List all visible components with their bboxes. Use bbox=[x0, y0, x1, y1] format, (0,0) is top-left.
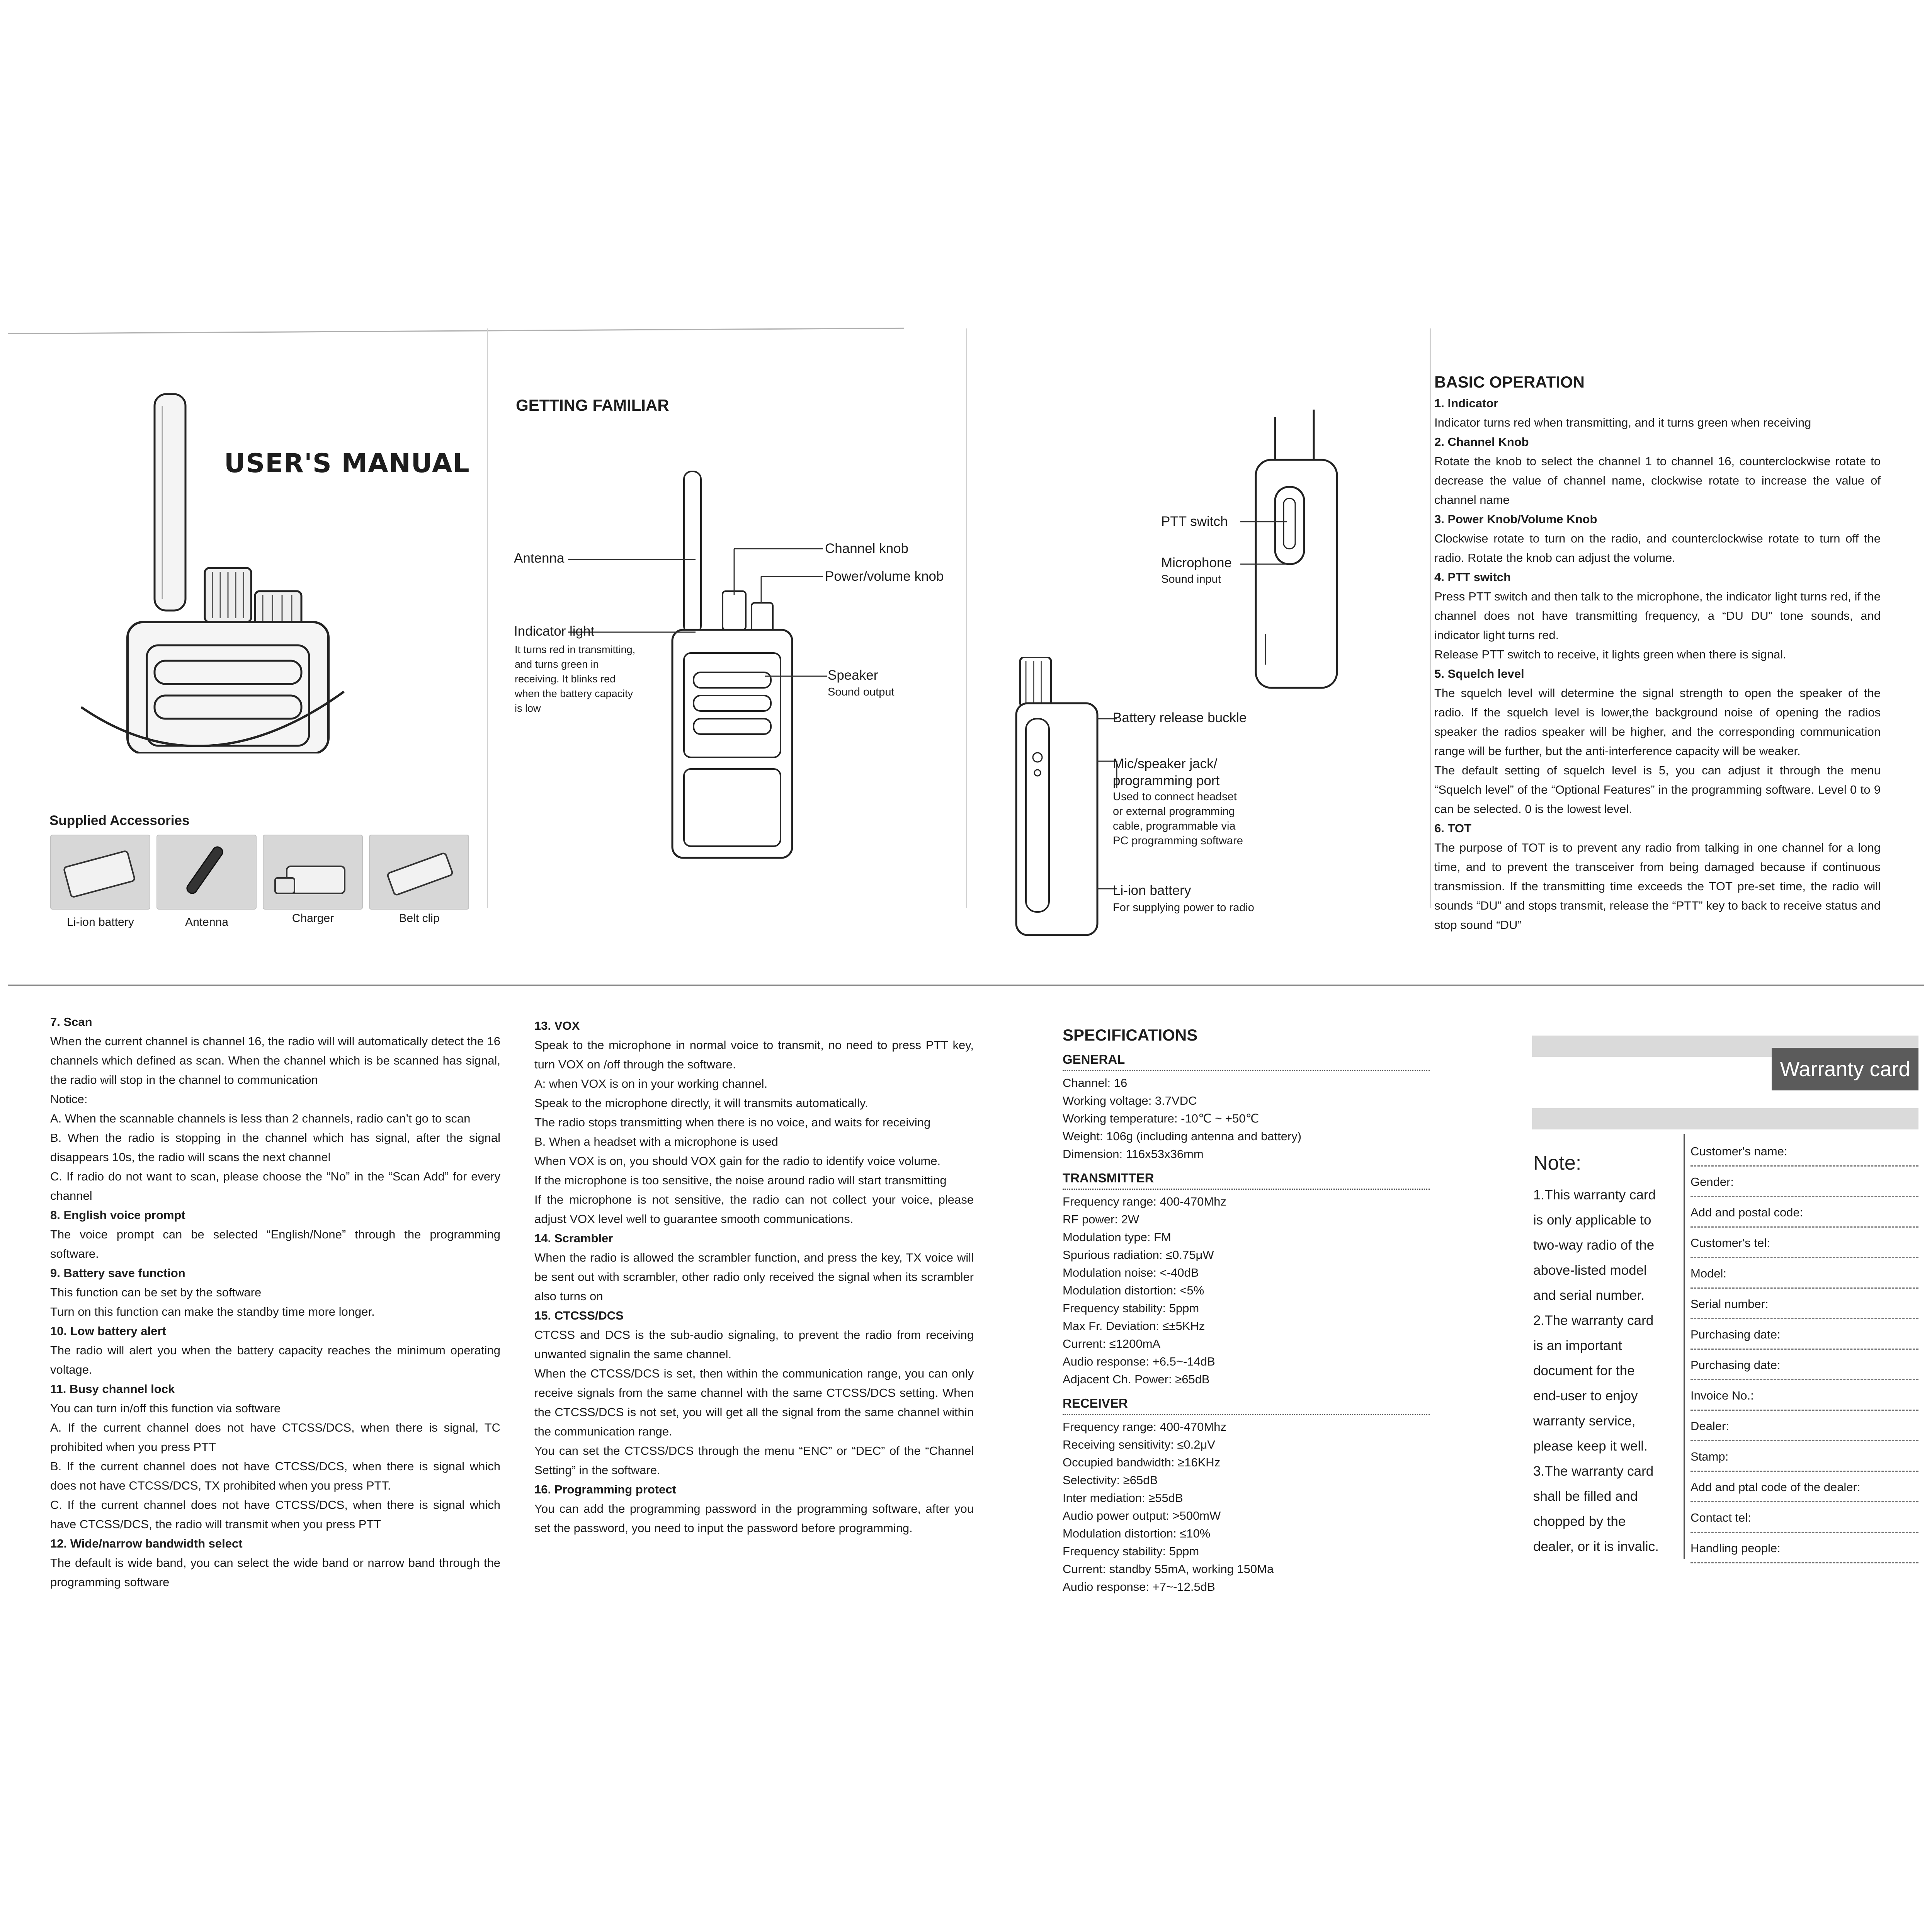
spec-item: Spurious radiation: ≤0.75μW bbox=[1063, 1248, 1214, 1262]
spec-item: RF power: 2W bbox=[1063, 1213, 1139, 1226]
section-title: 7. Scan bbox=[50, 1015, 92, 1029]
warranty-field: Customer's name: bbox=[1690, 1136, 1918, 1167]
indicator-light-description bbox=[515, 642, 685, 716]
spec-item: Dimension: 116x53x36mm bbox=[1063, 1147, 1204, 1161]
section-title: 13. VOX bbox=[534, 1019, 580, 1032]
accessory-label-antenna: Antenna bbox=[185, 916, 228, 929]
jack-title-line: programming port bbox=[1113, 773, 1220, 788]
section-title: 16. Programming protect bbox=[534, 1483, 676, 1496]
section-paragraph: B. If the current channel does not have CTCSS/DCS, when there is signal which does not have CTCSS/DCS, TX prohibited when you press PTT. bbox=[50, 1459, 500, 1492]
warranty-note-line: 3.The warranty card bbox=[1533, 1464, 1654, 1479]
label-channel-knob: Channel knob bbox=[825, 541, 908, 556]
warranty-banner-mid bbox=[1532, 1108, 1918, 1129]
section-title: 2. Channel Knob bbox=[1434, 435, 1529, 449]
section-paragraph: Press PTT switch and then talk to the microphone, the indicator light turns red, if the channel does not have transmitting frequency, a “DU DU” tone sounds, and indicator light turns red. bbox=[1434, 590, 1881, 642]
warranty-note bbox=[1533, 1151, 1680, 1559]
accessory-label-charger: Charger bbox=[292, 912, 334, 925]
section-paragraph: A. When the scannable channels is less than 2 channels, radio can’t go to scan bbox=[50, 1112, 471, 1125]
warranty-divider bbox=[1684, 1134, 1685, 1559]
section-paragraph: A: when VOX is on in your working channel. bbox=[534, 1077, 768, 1090]
section-paragraph: The squelch level will determine the signal strength to open the speaker of the radio. If the squelch level is lower,the background noise of opening the radios speaker the radios speaker will be higher, and the corresponding communication range will be further, but the anti-interference capacity will be weaker. bbox=[1434, 686, 1881, 758]
jack-desc-line: PC programming software bbox=[1113, 835, 1243, 847]
getting-familiar-heading: GETTING FAMILIAR bbox=[516, 396, 669, 414]
section-title: 4. PTT switch bbox=[1434, 570, 1511, 584]
accessory-charger-image bbox=[263, 835, 363, 910]
spec-transmitter-heading: TRANSMITTER bbox=[1063, 1171, 1430, 1190]
panel-fold-2 bbox=[966, 328, 967, 908]
warranty-note-line: 2.The warranty card bbox=[1533, 1313, 1654, 1328]
basic-operation-heading: BASIC OPERATION bbox=[1434, 373, 1585, 391]
jack-label-block bbox=[1113, 755, 1275, 848]
indicator-desc-line: when the battery capacity bbox=[515, 688, 633, 699]
section-paragraph: When the current channel is channel 16, the radio will will automatically detect the 16 channels which defined as scan. When the channel which is be scanned has signal, the radio will stop in the channel to communication bbox=[50, 1034, 500, 1087]
section-title: 12. Wide/narrow bandwidth select bbox=[50, 1537, 243, 1550]
spec-item: Selectivity: ≥65dB bbox=[1063, 1473, 1158, 1487]
charger-icon bbox=[264, 835, 362, 909]
accessory-battery-image bbox=[50, 835, 150, 910]
jack-desc-line: Used to connect headset bbox=[1113, 791, 1237, 803]
section-title: 6. TOT bbox=[1434, 821, 1471, 835]
spec-item: Current: standby 55mA, working 150Ma bbox=[1063, 1562, 1274, 1576]
section-paragraph: Turn on this function can make the standby time more longer. bbox=[50, 1305, 375, 1318]
spec-item: Working voltage: 3.7VDC bbox=[1063, 1094, 1197, 1107]
section-paragraph: You can add the programming password in the programming software, after you set the password, you need to input the password before programming. bbox=[534, 1502, 974, 1535]
section-paragraph: When VOX is on, you should VOX gain for the radio to identify voice volume. bbox=[534, 1154, 941, 1168]
spec-item: Frequency stability: 5ppm bbox=[1063, 1544, 1199, 1558]
section-paragraph: A. If the current channel does not have CTCSS/DCS, when there is signal, TC prohibited when you press PTT bbox=[50, 1421, 500, 1454]
spec-item: Weight: 106g (including antenna and battery) bbox=[1063, 1129, 1302, 1143]
warranty-field: Customer's tel: bbox=[1690, 1228, 1918, 1258]
accessory-label-battery: Li-ion battery bbox=[67, 916, 134, 929]
spec-item: Modulation noise: <-40dB bbox=[1063, 1266, 1199, 1279]
warranty-note-line: end-user to enjoy bbox=[1533, 1388, 1638, 1403]
spec-receiver-heading: RECEIVER bbox=[1063, 1396, 1430, 1415]
section-title: 8. English voice prompt bbox=[50, 1208, 185, 1222]
warranty-note-line: above-listed model bbox=[1533, 1263, 1647, 1278]
features-mid-column bbox=[534, 1016, 974, 1538]
spec-item: Modulation distortion: ≤10% bbox=[1063, 1527, 1211, 1540]
section-title: 9. Battery save function bbox=[50, 1266, 185, 1280]
spec-item: Frequency range: 400-470Mhz bbox=[1063, 1195, 1226, 1208]
section-title: 10. Low battery alert bbox=[50, 1324, 166, 1338]
manual-title: USER'S MANUAL bbox=[224, 448, 470, 479]
spec-item: Frequency stability: 5ppm bbox=[1063, 1301, 1199, 1315]
specifications-panel bbox=[1063, 1026, 1430, 1596]
spec-item: Receiving sensitivity: ≤0.2μV bbox=[1063, 1438, 1215, 1451]
spec-item: Frequency range: 400-470Mhz bbox=[1063, 1420, 1226, 1434]
spec-general-list bbox=[1063, 1074, 1430, 1163]
section-paragraph: The radio stops transmitting when there is no voice, and waits for receiving bbox=[534, 1116, 931, 1129]
basic-operation-list bbox=[1434, 394, 1881, 935]
spec-item: Channel: 16 bbox=[1063, 1076, 1128, 1090]
specifications-heading: SPECIFICATIONS bbox=[1063, 1026, 1198, 1044]
label-speaker: Speaker bbox=[828, 668, 878, 683]
section-paragraph: If the microphone is not sensitive, the radio can not collect your voice, please adjust VOX level well to guarantee smooth communications. bbox=[534, 1193, 974, 1226]
indicator-desc-line: It turns red in transmitting, bbox=[515, 644, 636, 655]
top-fold-line bbox=[8, 328, 904, 334]
section-title: 14. Scrambler bbox=[534, 1231, 613, 1245]
section-paragraph: C. If the current channel does not have CTCSS/DCS, when there is signal which have CTCSS/DCS, the radio will transmit when you press PTT bbox=[50, 1498, 500, 1531]
spec-item: Adjacent Ch. Power: ≥65dB bbox=[1063, 1372, 1210, 1386]
section-paragraph: The voice prompt can be selected “English/None” through the programming software. bbox=[50, 1228, 500, 1260]
section-paragraph: Notice: bbox=[50, 1092, 88, 1106]
section-paragraph: Speak to the microphone directly, it will transmits automatically. bbox=[534, 1096, 868, 1110]
radio-cover-illustration bbox=[58, 383, 352, 753]
warranty-field: Add and ptal code of the dealer: bbox=[1690, 1472, 1918, 1502]
warranty-note-line: dealer, or it is invalic. bbox=[1533, 1539, 1659, 1554]
warranty-note-lines bbox=[1533, 1182, 1680, 1559]
section-paragraph: C. If radio do not want to scan, please choose the “No” in the “Scan Add” for every channel bbox=[50, 1170, 500, 1202]
warranty-field: Invoice No.: bbox=[1690, 1380, 1918, 1411]
section-title: 1. Indicator bbox=[1434, 396, 1498, 410]
section-paragraph: Rotate the knob to select the channel 1 to channel 16, counterclockwise rotate to decrease the value of channel name, clockwise rotate to increase the value of channel name bbox=[1434, 454, 1881, 507]
spec-receiver-list bbox=[1063, 1418, 1430, 1596]
jack-desc-line: cable, programmable via bbox=[1113, 820, 1236, 832]
section-paragraph: The radio will alert you when the battery capacity reaches the minimum operating voltage. bbox=[50, 1344, 500, 1376]
label-li-ion-battery-desc: For supplying power to radio bbox=[1113, 901, 1254, 914]
section-title: 15. CTCSS/DCS bbox=[534, 1309, 624, 1322]
section-title: 5. Squelch level bbox=[1434, 667, 1524, 680]
warranty-note-line: is an important bbox=[1533, 1338, 1622, 1353]
section-paragraph: CTCSS and DCS is the sub-audio signaling, to prevent the radio from receiving unwanted signalin the same channel. bbox=[534, 1328, 974, 1361]
warranty-field: Dealer: bbox=[1690, 1411, 1918, 1441]
spec-item: Inter mediation: ≥55dB bbox=[1063, 1491, 1183, 1505]
label-speaker-desc: Sound output bbox=[828, 686, 895, 698]
warranty-field: Model: bbox=[1690, 1258, 1918, 1289]
section-title: 11. Busy channel lock bbox=[50, 1382, 175, 1396]
spec-transmitter-list bbox=[1063, 1193, 1430, 1388]
indicator-desc-line: receiving. It blinks red bbox=[515, 673, 616, 685]
spec-item: Max Fr. Deviation: ≤±5KHz bbox=[1063, 1319, 1205, 1333]
section-paragraph: Indicator turns red when transmitting, and it turns green when receiving bbox=[1434, 416, 1811, 429]
section-paragraph: Speak to the microphone in normal voice to transmit, no need to press PTT key, turn VOX on /off through the software. bbox=[534, 1038, 974, 1071]
middle-fold-line bbox=[8, 985, 1924, 986]
battery-icon bbox=[51, 835, 150, 909]
warranty-field: Purchasing date: bbox=[1690, 1350, 1918, 1380]
section-title: 3. Power Knob/Volume Knob bbox=[1434, 512, 1597, 526]
section-paragraph: Release PTT switch to receive, it lights green when there is signal. bbox=[1434, 648, 1786, 661]
label-indicator-light: Indicator light bbox=[514, 624, 595, 639]
spec-item: Audio response: +7~-12.5dB bbox=[1063, 1580, 1215, 1594]
section-paragraph: You can set the CTCSS/DCS through the menu “ENC” or “DEC” of the “Channel Setting” in the software. bbox=[534, 1444, 974, 1477]
spec-item: Current: ≤1200mA bbox=[1063, 1337, 1161, 1350]
jack-title-line: Mic/speaker jack/ bbox=[1113, 756, 1218, 771]
section-paragraph: B. When the radio is stopping in the channel which has signal, after the signal disappears 10s, the radio will scans the next channel bbox=[50, 1131, 500, 1164]
spec-item: Occupied bandwidth: ≥16KHz bbox=[1063, 1456, 1221, 1469]
warranty-note-line: and serial number. bbox=[1533, 1288, 1645, 1303]
basic-operation-panel bbox=[1434, 373, 1881, 935]
label-ptt-switch: PTT switch bbox=[1161, 514, 1228, 529]
section-paragraph: This function can be set by the software bbox=[50, 1286, 262, 1299]
warranty-note-line: warranty service, bbox=[1533, 1413, 1636, 1429]
section-paragraph: If the microphone is too sensitive, the noise around radio will start transmitting bbox=[534, 1173, 947, 1187]
warranty-field: Purchasing date: bbox=[1690, 1319, 1918, 1350]
section-paragraph: The default is wide band, you can select the wide band or narrow band through the programming software bbox=[50, 1556, 500, 1589]
warranty-field: Handling people: bbox=[1690, 1533, 1918, 1563]
warranty-field: Add and postal code: bbox=[1690, 1197, 1918, 1228]
section-paragraph: B. When a headset with a microphone is used bbox=[534, 1135, 778, 1148]
accessory-antenna-image bbox=[156, 835, 257, 910]
label-microphone-desc: Sound input bbox=[1161, 573, 1221, 585]
section-paragraph: You can turn in/off this function via software bbox=[50, 1401, 281, 1415]
warranty-note-line: 1.This warranty card bbox=[1533, 1187, 1656, 1202]
jack-desc-line: or external programming bbox=[1113, 805, 1235, 818]
panel-fold-1 bbox=[487, 328, 488, 908]
spec-item: Working temperature: -10℃ ~ +50℃ bbox=[1063, 1112, 1259, 1125]
belt-clip-icon bbox=[370, 835, 468, 909]
section-paragraph: When the CTCSS/DCS is set, then within the communication range, you can only receive signals from the same channel with the same CTCSS/DCS setting. When the CTCSS/DCS is not set, you will get all the signal from the same channel within the communication range. bbox=[534, 1367, 974, 1438]
label-battery-release: Battery release buckle bbox=[1113, 710, 1247, 725]
warranty-note-title: Note: bbox=[1533, 1152, 1582, 1174]
spec-item: Modulation distortion: <5% bbox=[1063, 1284, 1204, 1297]
label-antenna: Antenna bbox=[514, 551, 565, 566]
label-microphone: Microphone bbox=[1161, 555, 1232, 570]
section-paragraph: When the radio is allowed the scrambler function, and press the key, TX voice will be sent out with scrambler, other radio only received the signal when its scrambler also turns on bbox=[534, 1251, 974, 1303]
warranty-note-line: shall be filled and bbox=[1533, 1489, 1638, 1504]
warranty-field: Serial number: bbox=[1690, 1289, 1918, 1319]
warranty-note-line: please keep it well. bbox=[1533, 1439, 1648, 1454]
label-power-volume-knob: Power/volume knob bbox=[825, 569, 944, 584]
accessories-heading: Supplied Accessories bbox=[49, 813, 190, 828]
accessory-beltclip-image bbox=[369, 835, 469, 910]
spec-item: Audio power output: >500mW bbox=[1063, 1509, 1221, 1522]
section-paragraph: The purpose of TOT is to prevent any radio from talking in one channel for a long time, and to prevent the transceiver from being damaged because if continuous transmission. If the transmitting time exceeds the TOT pre-set time, the radio will sounds “DU” and stops transmit, release the “PTT” key to back to receive status and stop sound “DU” bbox=[1434, 841, 1881, 932]
warranty-note-line: is only applicable to bbox=[1533, 1213, 1651, 1228]
section-paragraph: The default setting of squelch level is 5, you can adjust it through the menu “Squelch level” of the “Optional Features” in the programming software. Level 0 to 9 can be selected. 0 is the lowest level. bbox=[1434, 764, 1881, 816]
warranty-note-line: chopped by the bbox=[1533, 1514, 1626, 1529]
radio-side-diagram-top bbox=[1159, 394, 1468, 703]
warranty-field: Contact tel: bbox=[1690, 1502, 1918, 1533]
features-left-column bbox=[50, 1012, 500, 1592]
spec-general-heading: GENERAL bbox=[1063, 1052, 1430, 1071]
warranty-fields bbox=[1690, 1136, 1918, 1563]
indicator-desc-line: is low bbox=[515, 702, 541, 714]
spec-item: Modulation type: FM bbox=[1063, 1230, 1171, 1244]
warranty-note-line: two-way radio of the bbox=[1533, 1238, 1655, 1253]
warranty-title: Warranty card bbox=[1772, 1048, 1918, 1090]
indicator-desc-line: and turns green in bbox=[515, 658, 599, 670]
spec-item: Audio response: +6.5~-14dB bbox=[1063, 1355, 1215, 1368]
label-li-ion-battery: Li-ion battery bbox=[1113, 883, 1191, 898]
accessory-label-beltclip: Belt clip bbox=[399, 912, 440, 925]
section-paragraph: Clockwise rotate to turn on the radio, and counterclockwise rotate to turn off the radio. Rotate the knob can adjust the volume. bbox=[1434, 532, 1881, 565]
warranty-note-line: document for the bbox=[1533, 1363, 1635, 1378]
antenna-icon bbox=[157, 835, 256, 909]
warranty-field: Stamp: bbox=[1690, 1441, 1918, 1472]
warranty-field: Gender: bbox=[1690, 1167, 1918, 1197]
